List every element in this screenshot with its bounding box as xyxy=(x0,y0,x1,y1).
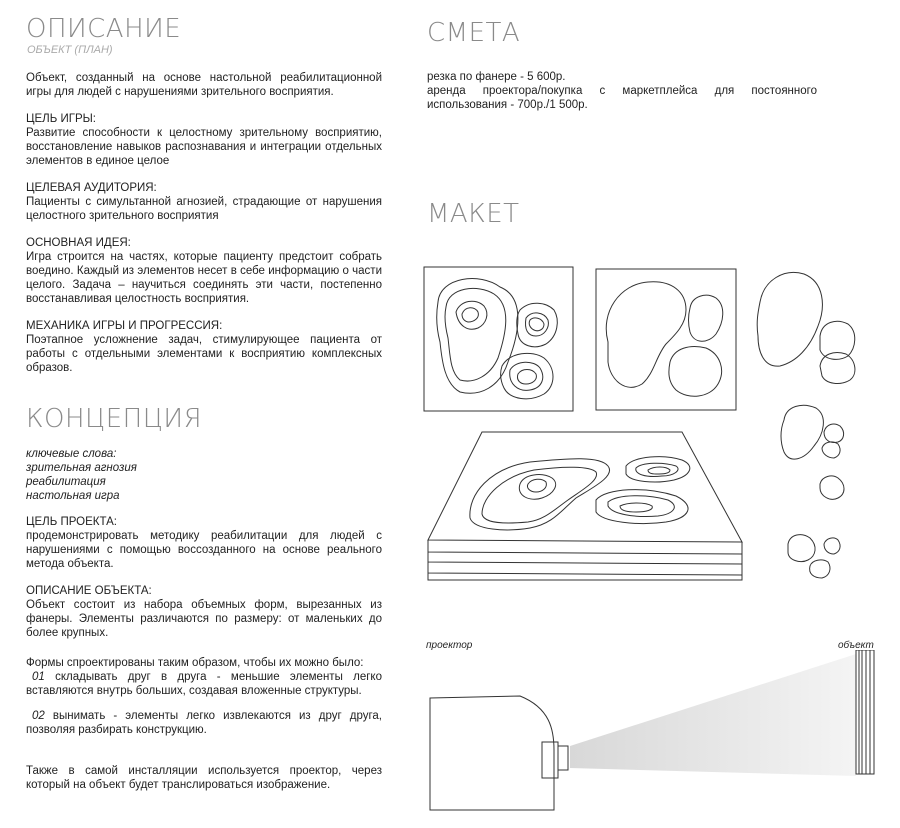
list-item-number: 02 xyxy=(32,710,45,722)
project-goal-block xyxy=(26,515,382,571)
budget-line-2: аренда проектора/покупка с маркетплейса для постоянного использования - 700р./1 500р. xyxy=(427,85,817,111)
project-goal-text: продемонстрировать методику реабилитации для людей с нарушениями с помощью воссозданного на основе реального метода объекта. xyxy=(26,530,382,570)
keywords-block xyxy=(26,447,382,503)
section-title-description: ОПИСАНИЕ xyxy=(26,14,182,44)
mechanics-text: Поэтапное усложнение задач, стимулирующее пациента от работы с отдельными элементами к восприятию комплексных образов. xyxy=(26,334,382,374)
mechanics-title: МЕХАНИКА ИГРЫ И ПРОГРЕССИЯ: xyxy=(26,320,223,332)
goal-block xyxy=(26,112,382,168)
keyword-item: зрительная агнозия xyxy=(26,462,137,474)
model-plan-illustration xyxy=(420,262,890,652)
forms-text: Формы спроектированы таким образом, чтобы их можно было: xyxy=(26,657,364,669)
keyword-item: настольная игра xyxy=(26,490,120,502)
section-title-model: МАКЕТ xyxy=(427,199,520,229)
idea-block xyxy=(26,236,382,306)
list-item-01 xyxy=(26,670,382,698)
projector-diagram xyxy=(420,650,890,820)
object-label: объект xyxy=(838,640,874,651)
goal-title: ЦЕЛЬ ИГРЫ: xyxy=(26,113,97,125)
idea-title: ОСНОВНАЯ ИДЕЯ: xyxy=(26,237,131,249)
section-subtitle-object-plan: ОБЪЕКТ (ПЛАН) xyxy=(27,44,113,56)
list-item-text: вынимать - элементы легко извлекаются из друг друга, позволяя разбирать конструкцию. xyxy=(26,710,382,736)
budget-line-1: резка по фанере - 5 600р. xyxy=(427,71,566,83)
keyword-item: реабилитация xyxy=(26,476,106,488)
audience-title: ЦЕЛЕВАЯ АУДИТОРИЯ: xyxy=(26,182,157,194)
object-desc-title: ОПИСАНИЕ ОБЪЕКТА: xyxy=(26,585,152,597)
keywords-title: ключевые слова: xyxy=(26,448,117,460)
object-desc-block xyxy=(26,584,382,640)
audience-text: Пациенты с симультанной агнозией, страдающие от нарушения целостного зрительного восприятия xyxy=(26,196,382,222)
project-goal-title: ЦЕЛЬ ПРОЕКТА: xyxy=(26,516,117,528)
object-desc-text: Объект состоит из набора объемных форм, вырезанных из фанеры. Элементы различаются по размеру: от маленьких до более крупных. xyxy=(26,599,382,639)
list-item-02 xyxy=(26,709,382,737)
list-item-text: складывать друг в друга - меньшие элементы легко вставляются внутрь больших, создавая вложенные структуры. xyxy=(26,671,382,697)
audience-block xyxy=(26,181,382,223)
projector-usage-text: Также в самой инсталляции используется проектор, через который на объект будет транслироваться изображение. xyxy=(26,765,382,791)
idea-text: Игра строится на частях, которые пациенту предстоит собрать воедино. Каждый из элементов несет в себе информацию о части целого. Задача – научиться соединять эти части, постепенно восстанавливая целостность восприятия. xyxy=(26,251,382,305)
goal-text: Развитие способности к целостному зрительному восприятию, восстановление навыков распознавания и интеграции отдельных элементов в единое целое xyxy=(26,127,382,167)
mechanics-block xyxy=(26,319,382,375)
list-item-number: 01 xyxy=(32,671,45,683)
section-title-concept: КОНЦЕПЦИЯ xyxy=(26,404,203,434)
section-title-budget: СМЕТА xyxy=(427,18,521,48)
projector-label: проектор xyxy=(426,640,473,651)
intro-text: Объект, созданный на основе настольной реабилитационной игры для людей с нарушениями зрительного восприятия. xyxy=(26,72,382,98)
